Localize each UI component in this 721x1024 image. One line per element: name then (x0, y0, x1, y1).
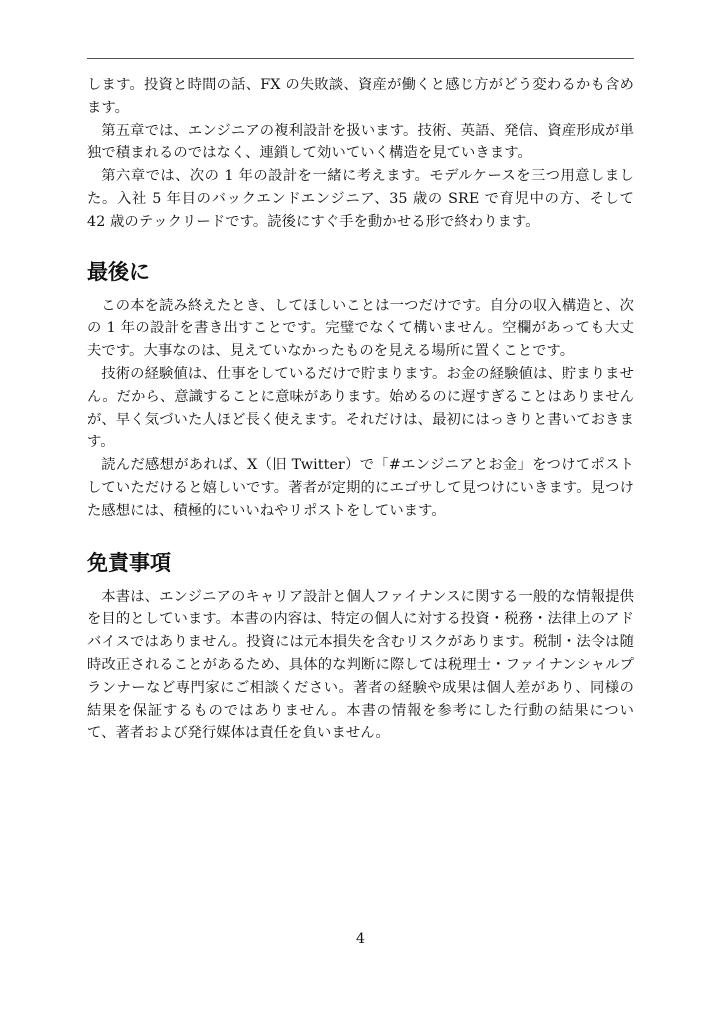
header-rule (87, 58, 634, 59)
last-paragraph-1: この本を読み終えたとき、してほしいことは一つだけです。自分の収入構造と、次の 1 年の設計を書き出すことです。完璧でなくて構いません。空欄があっても大丈夫です。大事なのは、見えていなかったものを見える場所に置くことです。 (87, 297, 634, 360)
page-body (87, 74, 634, 745)
intro-paragraph-3: 第六章では、次の 1 年の設計を一緒に考えます。モデルケースを三つ用意しました。入社 5 年目のバックエンドエンジニア、35 歳の SRE で育児中の方、そして 42 歳のテックリードです。読後にすぐ手を動かせる形で終わります。 (87, 168, 634, 230)
intro-paragraph-2: 第五章では、エンジニアの複利設計を扱います。技術、英語、発信、資産形成が単独で積まれるのではなく、連鎖して効いていく構造を見ていきます。 (87, 122, 634, 162)
last-paragraph-2: 技術の経験値は、仕事をしているだけで貯まります。お金の経験値は、貯まりません。だから、意識することに意味があります。始めるのに遅すぎることはありませんが、早く気づいた人ほど長く使えます。それだけは、最初にはっきりと書いておきます。 (87, 365, 634, 451)
last-paragraph-3: 読んだ感想があれば、X（旧 Twitter）で「#エンジニアとお金」をつけてポストしていただけると嬉しいです。著者が定期的にエゴサして見つけにいきます。見つけた感想には、積極的にいいねやリポストをしています。 (87, 457, 634, 519)
section-heading-last: 最後に (87, 259, 150, 284)
disclaimer-paragraph: 本書は、エンジニアのキャリア設計と個人ファイナンスに関する一般的な情報提供を目的としています。本書の内容は、特定の個人に対する投資・税務・法律上のアドバイスではありません。投資には元本損失を含むリスクがあります。税制・法令は随時改正されることがあるため、具体的な判断に際しては税理士・ファイナンシャルプランナーなど専門家にご相談ください。著者の経験や成果は個人差があり、同様の結果を保証するものではありません。本書の情報を参考にした行動の結果について、著者および発行媒体は責任を負いません。 (87, 588, 634, 742)
section-heading-disclaimer: 免責事項 (87, 550, 171, 575)
intro-paragraph-1: します。投資と時間の話、FX の失敗談、資産が働くと感じ方がどう変わるかも含めます。 (87, 77, 634, 116)
page-number: 4 (356, 931, 365, 947)
